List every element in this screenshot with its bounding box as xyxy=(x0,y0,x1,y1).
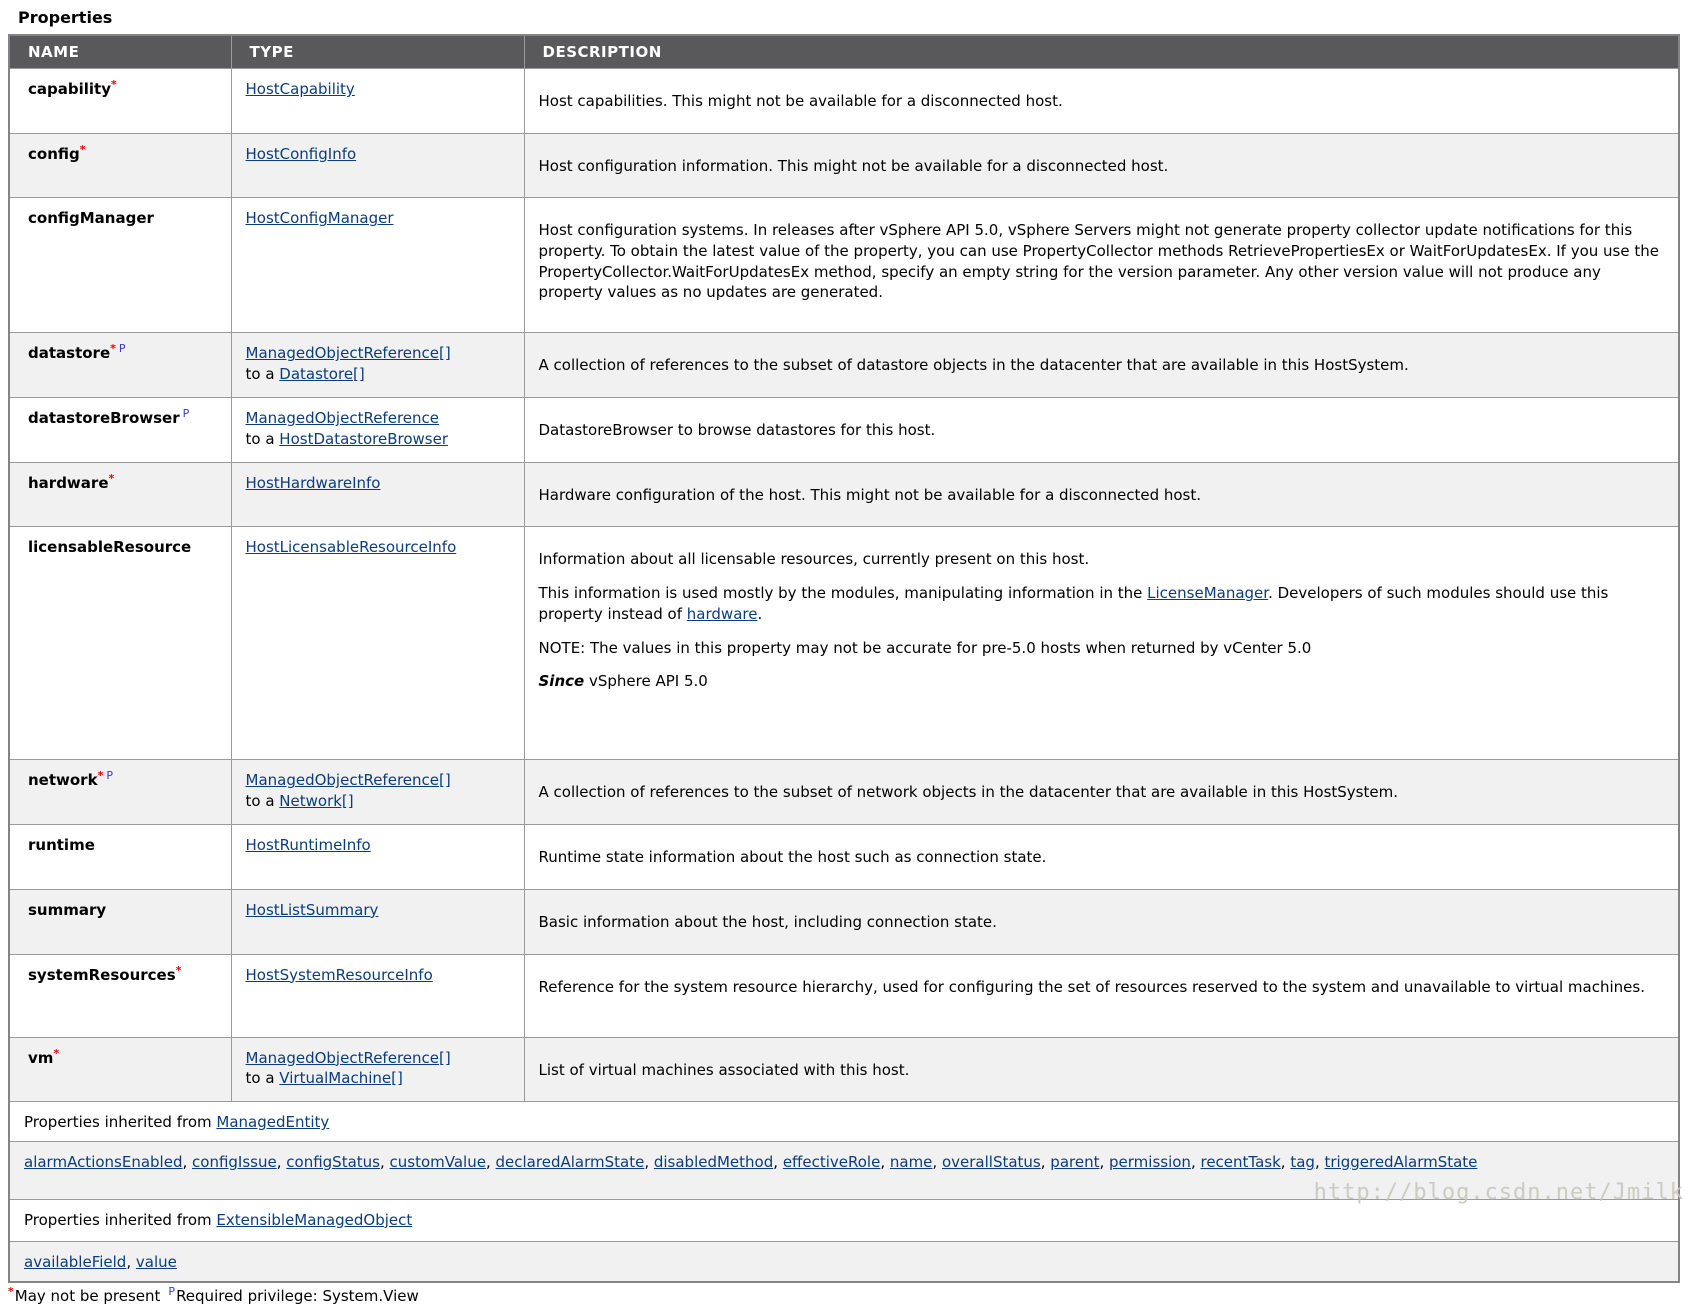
property-description-cell xyxy=(524,198,1679,333)
description-paragraph xyxy=(539,549,1669,570)
description-paragraph xyxy=(539,583,1669,624)
page-title: Properties xyxy=(18,8,113,27)
legend-footnote xyxy=(8,1284,1688,1305)
property-description-cell xyxy=(524,462,1679,527)
inherited-class-link[interactable]: ManagedEntity xyxy=(216,1113,330,1132)
inherited-property-link[interactable]: triggeredAlarmState xyxy=(1324,1152,1478,1171)
description-paragraph xyxy=(539,420,1669,441)
table-header-row xyxy=(9,35,1679,69)
property-row-capability xyxy=(9,69,1679,134)
property-row-summary xyxy=(9,889,1679,954)
property-name xyxy=(9,462,231,527)
separator: , xyxy=(1099,1152,1110,1171)
type-link[interactable]: HostCapability xyxy=(245,80,355,98)
text-segment: List of virtual machines associated with this host. xyxy=(538,1060,910,1079)
privilege-mark: P xyxy=(182,407,190,421)
description-link[interactable]: LicenseManager xyxy=(1147,584,1269,603)
column-header-description: DESCRIPTION xyxy=(524,35,1679,69)
property-type-cell xyxy=(231,527,524,760)
property-type-cell xyxy=(231,1037,524,1102)
required-asterisk: * xyxy=(110,342,116,356)
property-name xyxy=(9,69,231,134)
privilege-mark: P xyxy=(118,342,126,356)
required-asterisk: * xyxy=(53,1046,60,1060)
separator: , xyxy=(1190,1152,1201,1171)
separator: , xyxy=(379,1152,390,1171)
inherited-label xyxy=(9,1102,1679,1142)
property-name xyxy=(9,954,231,1037)
property-description-cell xyxy=(524,133,1679,198)
property-description-cell xyxy=(524,760,1679,825)
type-link[interactable]: HostListSummary xyxy=(245,900,379,919)
required-asterisk: * xyxy=(175,963,182,977)
property-type-cell xyxy=(231,462,524,527)
inherited-header-row xyxy=(9,1199,1679,1241)
privilege-mark: P xyxy=(106,769,113,783)
inherited-property-link[interactable]: disabledMethod xyxy=(653,1152,774,1171)
separator: , xyxy=(485,1152,496,1171)
required-asterisk: * xyxy=(8,1284,14,1298)
text-segment: Hardware configuration of the host. This might not be available for a disconnected host. xyxy=(538,485,1202,504)
inherited-property-link[interactable]: name xyxy=(889,1152,933,1171)
property-name-text: licensableResource xyxy=(28,538,192,557)
property-type-cell xyxy=(231,889,524,954)
property-type-cell xyxy=(231,825,524,890)
property-description-cell xyxy=(524,527,1679,760)
description-paragraph xyxy=(539,638,1669,659)
separator: , xyxy=(126,1252,136,1271)
separator: , xyxy=(1314,1152,1325,1171)
text-segment: Host capabilities. This might not be available for a disconnected host. xyxy=(538,92,1063,110)
text-segment: Host configuration systems. In releases after vSphere API 5.0, vSphere Servers might not generate property collector update notifications for this property. To obtain the latest value of the property, you can use PropertyCollector methods RetrievePropertiesEx or WaitForUpdatesEx. If you use the PropertyCollector.WaitForUpdatesEx method, specify an empty string for the version parameter. Any other version value will not produce any property values as no updates are generated. xyxy=(538,221,1659,302)
privilege-mark: P xyxy=(168,1284,176,1298)
inherited-properties-row xyxy=(9,1141,1679,1199)
property-row-configManager xyxy=(9,198,1679,333)
property-type-cell xyxy=(231,333,524,398)
property-name xyxy=(9,133,231,198)
separator: , xyxy=(880,1152,890,1171)
separator: , xyxy=(773,1152,783,1171)
inherited-properties-row xyxy=(9,1241,1679,1281)
text-segment: to a xyxy=(245,429,280,448)
description-paragraph xyxy=(539,220,1669,303)
inherited-property-link[interactable]: overallStatus xyxy=(941,1152,1041,1171)
property-type-cell xyxy=(231,398,524,463)
text-segment: NOTE: The values in this property may not be accurate for pre-5.0 hosts when returned by vCenter 5.0 xyxy=(538,638,1312,657)
inherited-label-text: Properties inherited from xyxy=(24,1113,217,1132)
text-segment: A collection of references to the subset of datastore objects in the datacenter that are available in this HostSystem. xyxy=(538,356,1409,375)
property-name-text: capability xyxy=(28,80,111,98)
inherited-property-link[interactable]: parent xyxy=(1050,1152,1100,1171)
column-header-type: TYPE xyxy=(231,35,524,69)
type-link[interactable]: HostLicensableResourceInfo xyxy=(245,538,457,557)
property-type-cell xyxy=(231,954,524,1037)
property-row-datastore xyxy=(9,333,1679,398)
property-name xyxy=(9,760,231,825)
property-description-cell xyxy=(524,825,1679,890)
separator: , xyxy=(1040,1152,1051,1171)
type-link[interactable]: HostRuntimeInfo xyxy=(245,836,371,855)
property-row-systemResources xyxy=(9,954,1679,1037)
text-segment: This information is used mostly by the modules, manipulating information in the xyxy=(538,584,1148,603)
inherited-class-link[interactable]: ExtensibleManagedObject xyxy=(216,1210,413,1229)
text-segment: to a xyxy=(245,792,280,811)
inherited-property-link[interactable]: customValue xyxy=(389,1152,486,1171)
column-header-name: NAME xyxy=(9,35,231,69)
property-name-text: datastore xyxy=(28,344,111,363)
property-name xyxy=(9,198,231,333)
property-row-runtime xyxy=(9,825,1679,890)
property-type-cell xyxy=(231,198,524,333)
property-name-text: configManager xyxy=(28,209,154,228)
property-row-hardware xyxy=(9,462,1679,527)
property-name-text: summary xyxy=(28,900,107,919)
description-paragraph xyxy=(539,671,1669,692)
type-link[interactable]: HostDatastoreBrowser xyxy=(279,429,448,448)
footnote-text: May not be present xyxy=(14,1286,161,1305)
property-name xyxy=(9,825,231,890)
required-asterisk: * xyxy=(110,78,117,91)
description-paragraph xyxy=(539,1060,1669,1081)
inherited-property-link[interactable]: configIssue xyxy=(192,1152,277,1171)
property-name-text: hardware xyxy=(28,473,109,492)
inherited-property-link[interactable]: value xyxy=(135,1252,177,1271)
property-description-cell xyxy=(524,889,1679,954)
description-paragraph xyxy=(539,355,1669,376)
property-name-text: network xyxy=(28,771,98,790)
description-paragraph xyxy=(539,977,1669,998)
separator: , xyxy=(644,1152,654,1171)
property-name-text: systemResources xyxy=(28,965,176,984)
required-asterisk: * xyxy=(79,142,86,156)
text-segment: DatastoreBrowser to browse datastores for this host. xyxy=(538,421,936,440)
text-segment: A collection of references to the subset of network objects in the datacenter that are available in this HostSystem. xyxy=(538,783,1398,802)
separator: , xyxy=(182,1152,193,1171)
inherited-header-row xyxy=(9,1102,1679,1142)
inherited-property-link[interactable]: availableField xyxy=(24,1252,127,1271)
property-name xyxy=(9,1037,231,1102)
property-name-text: config xyxy=(28,144,80,163)
description-paragraph xyxy=(539,912,1669,933)
text-segment: vSphere API 5.0 xyxy=(584,672,708,691)
type-link[interactable]: ManagedObjectReference[] xyxy=(245,344,451,363)
property-row-config xyxy=(9,133,1679,198)
separator: , xyxy=(1280,1152,1291,1171)
inherited-property-link[interactable]: alarmActionsEnabled xyxy=(24,1152,183,1171)
text-segment: . xyxy=(757,604,763,623)
description-paragraph xyxy=(539,156,1669,177)
separator: , xyxy=(276,1152,287,1171)
inherited-property-link[interactable]: effectiveRole xyxy=(782,1152,881,1171)
property-name xyxy=(9,527,231,760)
property-type-cell xyxy=(231,69,524,134)
properties-table-body xyxy=(9,69,1679,1282)
property-row-vm xyxy=(9,1037,1679,1102)
required-asterisk: * xyxy=(97,769,104,783)
type-link[interactable]: ManagedObjectReference[] xyxy=(245,1048,451,1067)
property-name xyxy=(9,889,231,954)
text-segment: . Developers of such modules should use this property instead of xyxy=(538,584,1609,623)
property-name-text: runtime xyxy=(28,836,95,855)
property-description-cell xyxy=(524,954,1679,1037)
type-link[interactable]: HostConfigInfo xyxy=(245,144,357,163)
property-name xyxy=(9,333,231,398)
property-row-licensableResource xyxy=(9,527,1679,760)
separator: , xyxy=(932,1152,942,1171)
description-link[interactable]: hardware xyxy=(686,604,758,623)
property-name-text: vm xyxy=(28,1048,54,1067)
type-link[interactable]: ManagedObjectReference[] xyxy=(245,771,451,790)
type-link[interactable]: Network[] xyxy=(279,792,354,811)
inherited-label xyxy=(9,1199,1679,1241)
inherited-properties-list xyxy=(9,1241,1679,1281)
text-segment: Host configuration information. This might not be available for a disconnected host. xyxy=(538,156,1169,175)
description-paragraph xyxy=(539,782,1669,803)
property-description-cell xyxy=(524,69,1679,134)
property-description-cell xyxy=(524,398,1679,463)
inherited-property-link[interactable]: configStatus xyxy=(286,1152,380,1171)
inherited-label-text: Properties inherited from xyxy=(24,1210,217,1229)
type-link[interactable]: VirtualMachine[] xyxy=(279,1069,403,1088)
type-link[interactable]: HostHardwareInfo xyxy=(245,473,381,492)
property-type-cell xyxy=(231,133,524,198)
watermark: http://blog.csdn.net/Jmilk xyxy=(1313,1180,1684,1205)
type-link[interactable]: HostConfigManager xyxy=(245,209,394,228)
property-row-datastoreBrowser xyxy=(9,398,1679,463)
inherited-property-link[interactable]: recentTask xyxy=(1200,1152,1281,1171)
inherited-properties-list xyxy=(9,1141,1679,1199)
text-segment: Reference for the system resource hierarchy, used for configuring the set of resources reserved to the system and unavailable to virtual machines. xyxy=(538,977,1645,996)
required-asterisk: * xyxy=(108,471,115,485)
description-paragraph xyxy=(539,847,1669,868)
description-paragraph xyxy=(539,485,1669,506)
type-link[interactable]: ManagedObjectReference xyxy=(245,409,439,428)
text-segment: to a xyxy=(245,1069,280,1088)
inherited-property-link[interactable]: tag xyxy=(1290,1152,1315,1171)
description-paragraph xyxy=(539,91,1669,112)
type-link[interactable]: Datastore[] xyxy=(279,365,365,384)
property-name-text: datastoreBrowser xyxy=(28,409,180,428)
since-label: Since xyxy=(538,672,585,691)
footnote-text: Required privilege: System.View xyxy=(176,1286,419,1305)
text-segment: to a xyxy=(245,365,280,384)
property-description-cell xyxy=(524,333,1679,398)
inherited-property-link[interactable]: permission xyxy=(1109,1152,1191,1171)
property-description-cell xyxy=(524,1037,1679,1102)
property-type-cell xyxy=(231,760,524,825)
property-row-network xyxy=(9,760,1679,825)
type-link[interactable]: HostSystemResourceInfo xyxy=(245,965,433,984)
property-name xyxy=(9,398,231,463)
text-segment: Basic information about the host, including connection state. xyxy=(538,912,997,931)
properties-table xyxy=(8,34,1680,1283)
text-segment: Information about all licensable resources, currently present on this host. xyxy=(538,550,1090,569)
text-segment: Runtime state information about the host such as connection state. xyxy=(538,848,1047,867)
inherited-property-link[interactable]: declaredAlarmState xyxy=(495,1152,645,1171)
